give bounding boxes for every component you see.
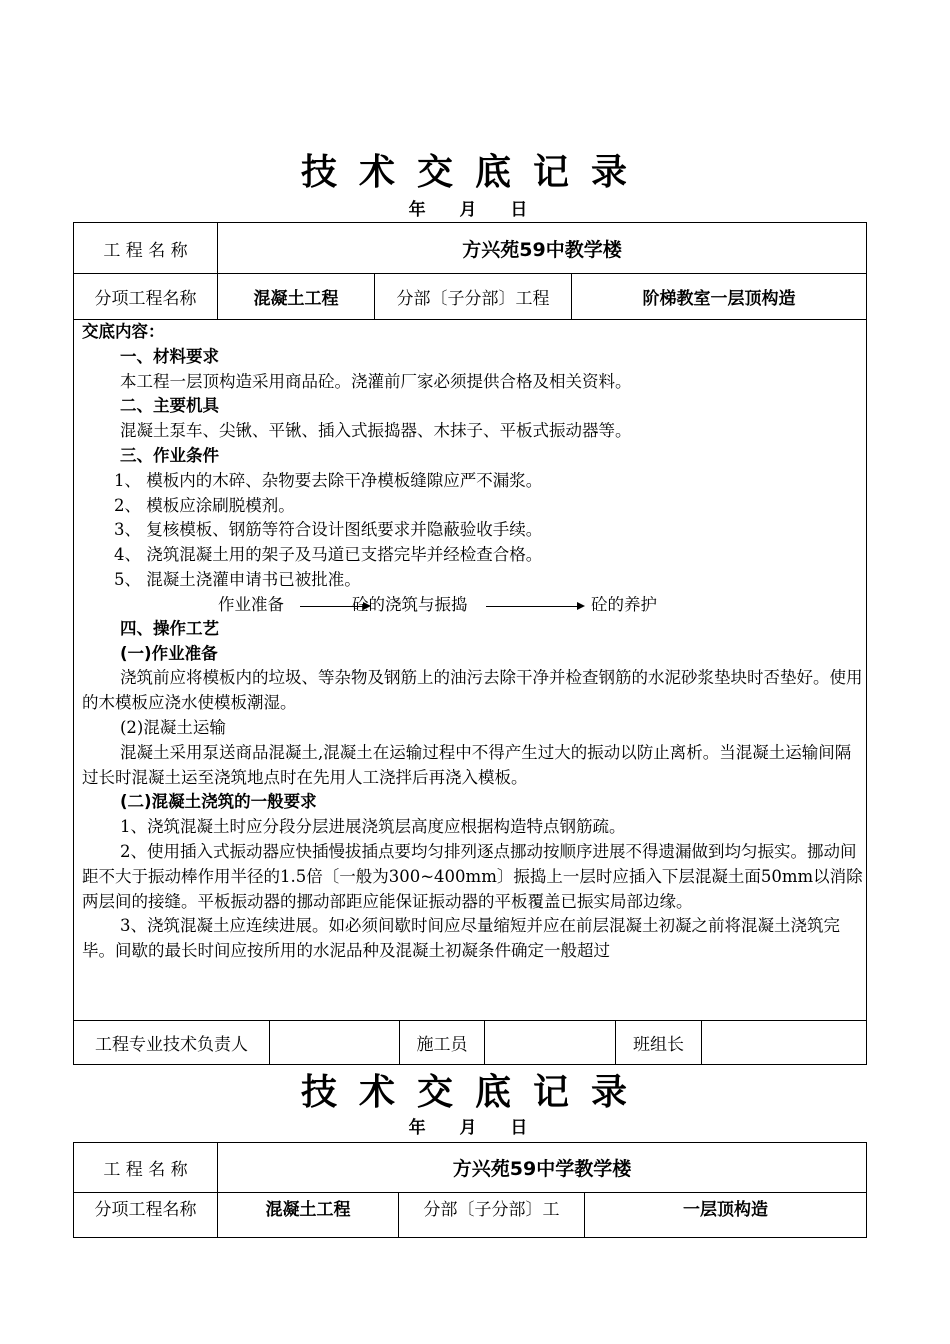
condition-item: 3、 复核模板、钢筋等符合设计图纸要求并隐蔽验收手续。 <box>114 520 543 540</box>
condition-item: 1、 模板内的木碎、杂物要去除干净模板缝隙应严不漏浆。 <box>114 470 543 490</box>
process-flow <box>76 593 864 617</box>
division-value: 阶梯教室一层顶构造 <box>571 273 866 319</box>
record2-table <box>73 1142 867 1238</box>
section-conditions-title: 三、作业条件 <box>120 445 219 465</box>
disclosure-content <box>76 320 864 964</box>
tech-lead-value <box>269 1020 399 1064</box>
team-leader-value <box>701 1020 866 1064</box>
sub-item-value: 混凝土工程 <box>217 1192 398 1237</box>
condition-item: 5、 混凝土浇灌申请书已被批准。 <box>114 569 361 589</box>
record2-date: 年 月 日 <box>408 1118 542 1138</box>
sub-item-label: 分项工程名称 <box>94 288 197 309</box>
project-label: 工 程 名 称 <box>103 1160 188 1180</box>
record1-title: 技术交底记录 <box>300 151 649 193</box>
section-process-title: 四、操作工艺 <box>120 618 219 638</box>
constructor-label: 施工员 <box>399 1020 484 1064</box>
sub-item-row <box>74 1192 866 1237</box>
project-name: 方兴苑59中教学楼 <box>217 223 866 273</box>
flow-step-prepare: 作业准备 <box>218 594 284 614</box>
subsection-pouring-title: (二)混凝土浇筑的一般要求 <box>120 792 317 812</box>
flow-step-pour: 砼的浇筑与振捣 <box>352 594 468 614</box>
pouring-paragraph-1: 1、浇筑混凝土时应分段分层进展浇筑层高度应根据构造特点钢筋疏。 <box>120 817 626 837</box>
pouring-paragraph-2: 2、使用插入式振动器应快插慢拔插点要均匀排列逐点挪动按顺序进展不得遗漏做到均匀振实。挪动间距不大于振动棒作用半径的1.5倍〔一般为300~400mm〕振捣上一层时应插入下层混凝土面50mm以消除两层间的接缝。平板振动器的挪动部距应能保证振动器的平板覆盖已振实局部边缘。 <box>82 841 863 911</box>
pouring-paragraph-3: 3、浇筑混凝土应连续进展。如必须间歇时间应尽量缩短并应在前层混凝土初凝之前将混凝土浇筑完毕。间歇的最长时间应按所用的水泥品种及混凝土初凝条件确定一般超过 <box>82 916 840 961</box>
project-label: 工 程 名 称 <box>103 240 188 261</box>
flow-step-cure: 砼的养护 <box>591 594 657 614</box>
content-intro: 交底内容： <box>82 322 165 341</box>
project-name: 方兴苑59中学教学楼 <box>217 1143 866 1192</box>
sub-item-row <box>74 273 866 319</box>
flow-arrow-2 <box>486 606 578 607</box>
signature-row <box>74 1020 866 1064</box>
subsection-transport-text: 混凝土采用泵送商品混凝土,混凝土在运输过程中不得产生过大的振动以防止离析。当混凝土运输间隔 过长时混凝土运至浇筑地点时在先用人工浇拌后再浇入模板。 <box>82 742 852 787</box>
project-name-row <box>74 1143 866 1192</box>
record2-title: 技术交底记录 <box>300 1071 649 1113</box>
sub-item-value: 混凝土工程 <box>217 273 374 319</box>
division-label: 分部〔子分部〕工 <box>398 1192 584 1237</box>
team-leader-label: 班组长 <box>615 1020 701 1064</box>
condition-item: 4、 浇筑混凝土用的架子及马道已支搭完毕并经检查合格。 <box>114 545 543 565</box>
constructor-value <box>484 1020 615 1064</box>
division-label: 分部〔子分部〕工程 <box>374 273 571 319</box>
project-name-row <box>74 223 866 273</box>
condition-item: 2、 模板应涂刷脱模剂。 <box>114 495 295 515</box>
section-materials-title: 一、材料要求 <box>120 346 219 366</box>
division-value: 一层顶构造 <box>584 1192 866 1237</box>
subsection-prep-text: 浇筑前应将模板内的垃圾、等杂物及钢筋上的油污去除干净并检查钢筋的水泥砂浆垫块时否垫好。使用的木模板应浇水使模板潮湿。 <box>82 668 863 713</box>
subsection-prep-title: (一)作业准备 <box>120 643 218 663</box>
section-tools-title: 二、主要机具 <box>120 396 219 416</box>
record1-date: 年 月 日 <box>408 200 542 220</box>
section-tools-text: 混凝土泵车、尖锹、平锹、插入式振捣器、木抹子、平板式振动器等。 <box>120 421 632 441</box>
section-materials-text: 本工程一层顶构造采用商品砼。浇灌前厂家必须提供合格及相关资料。 <box>120 371 632 391</box>
sub-item-label: 分项工程名称 <box>94 1200 197 1220</box>
tech-lead-label: 工程专业技术负责人 <box>95 1034 248 1055</box>
subsection-transport-title: (2)混凝土运输 <box>120 717 226 737</box>
